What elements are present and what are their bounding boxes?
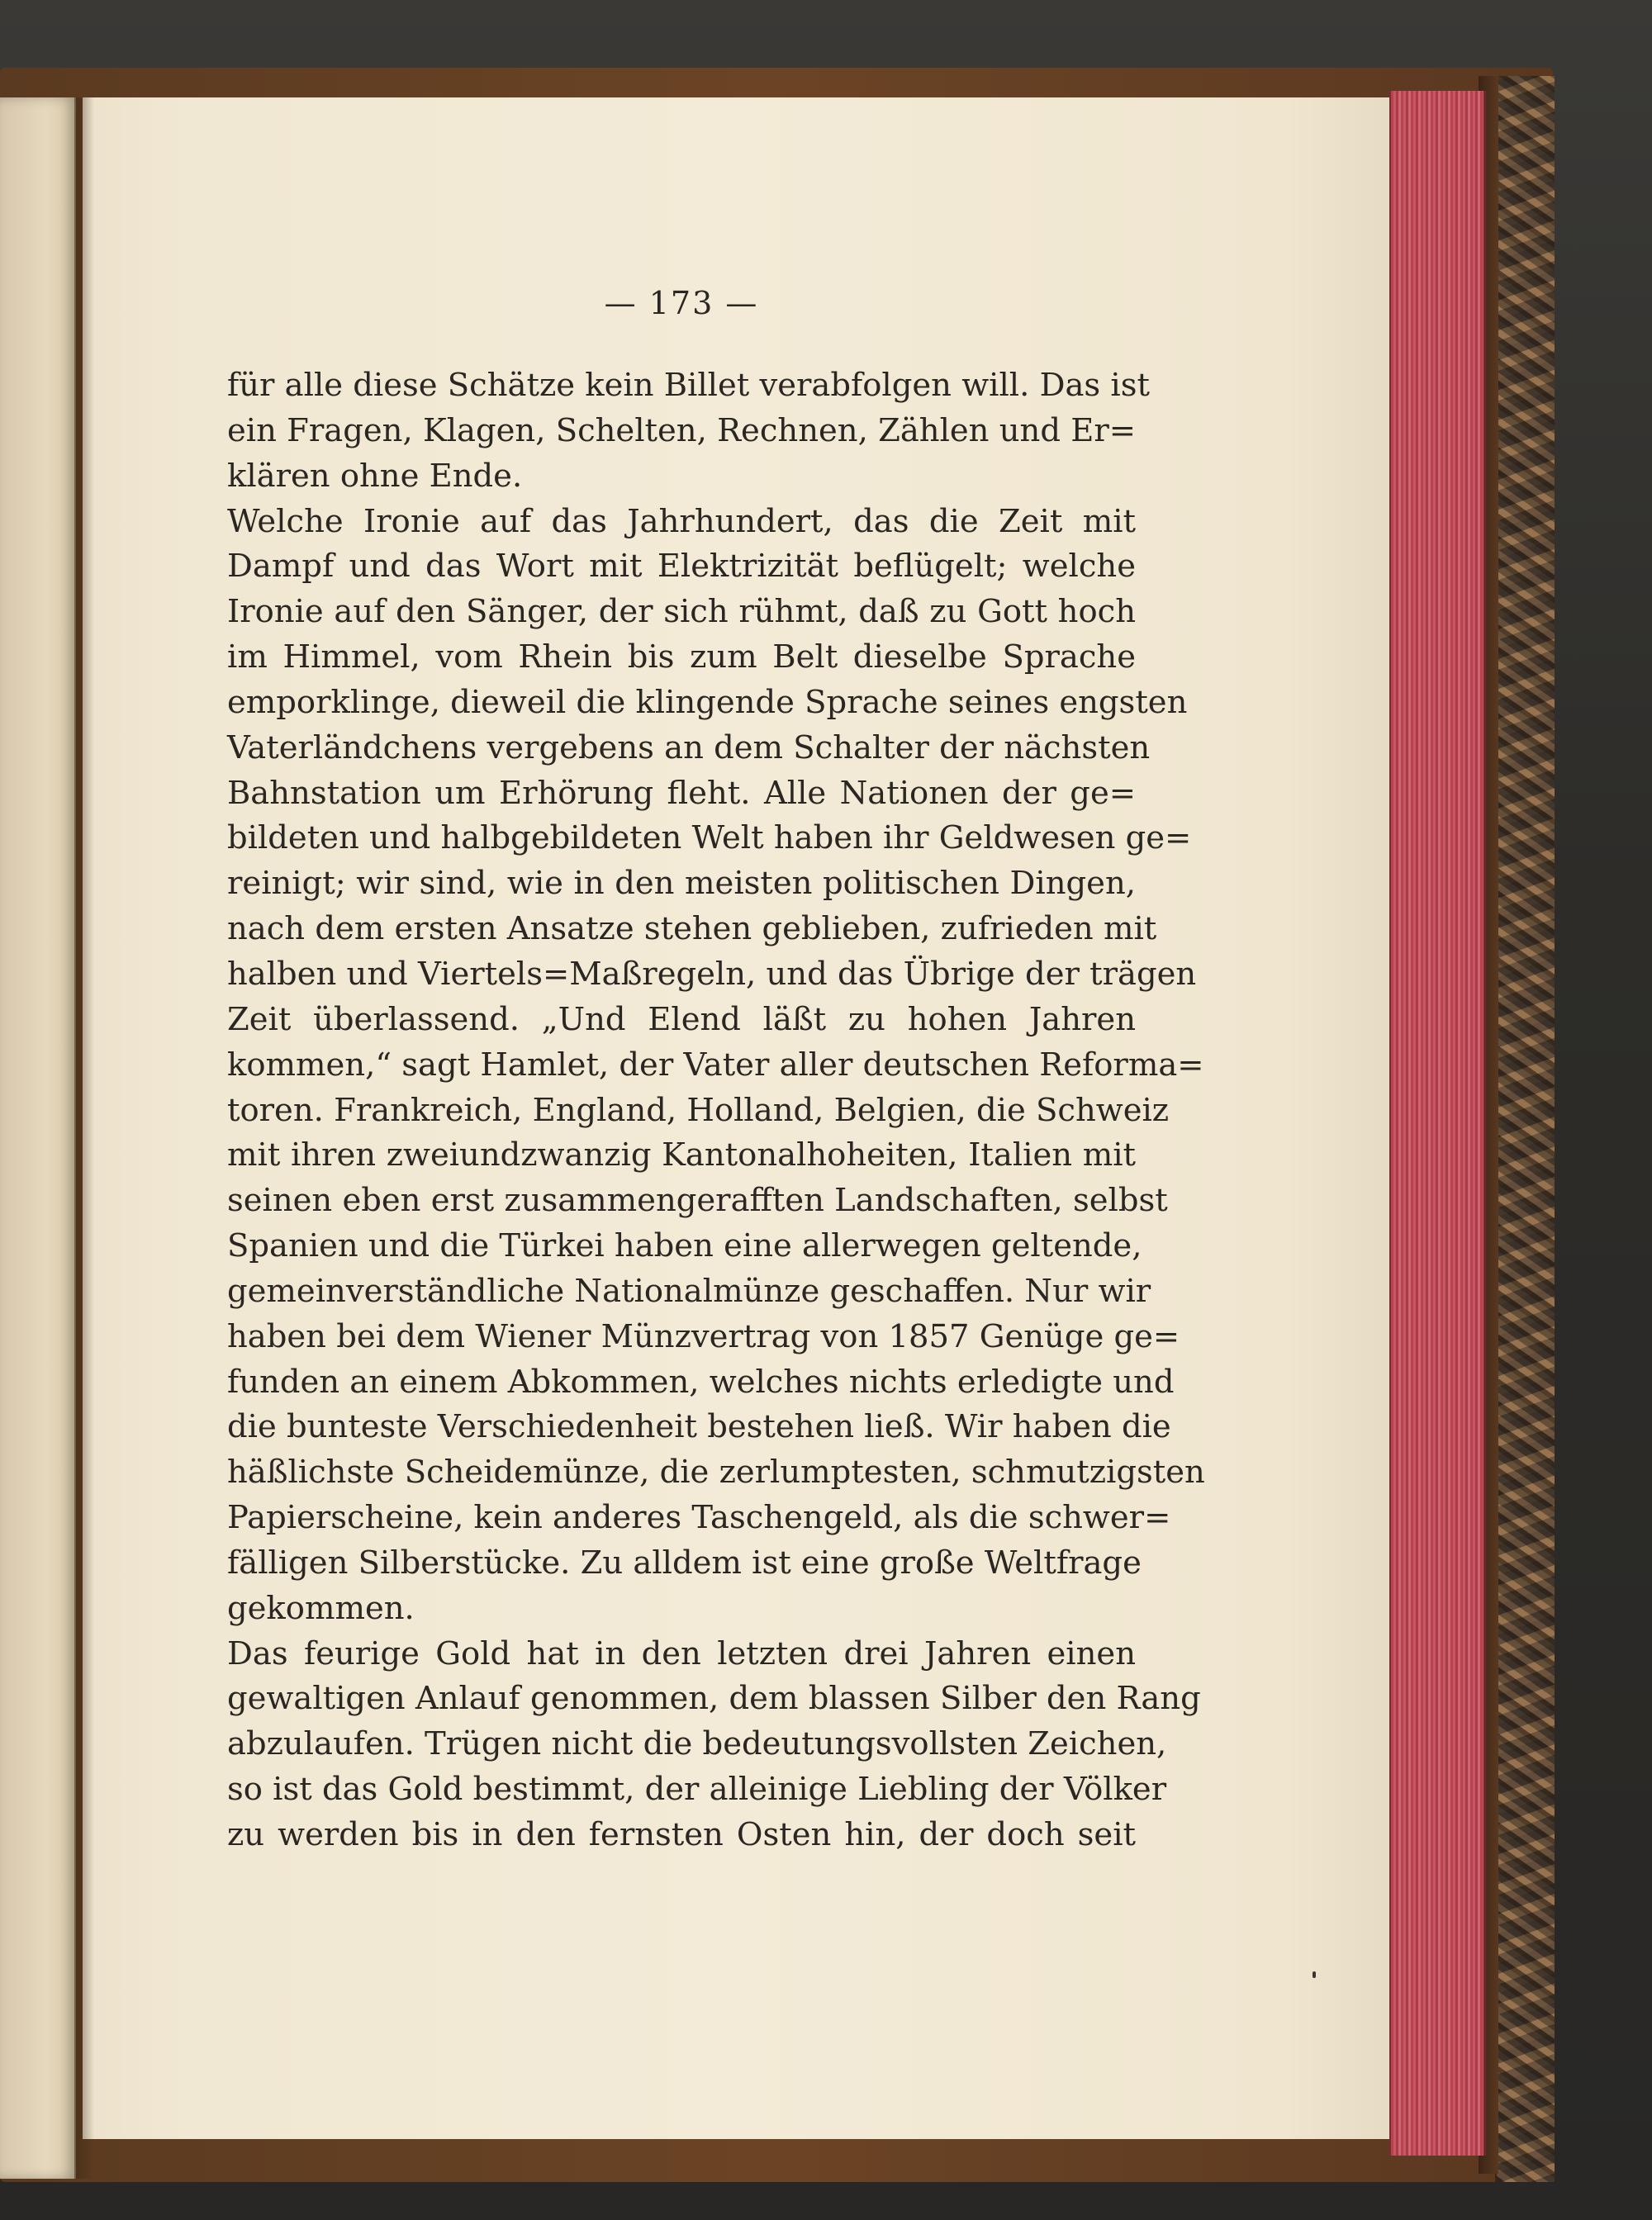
- text-line: nach dem ersten Ansatze stehen geblieben, zufrieden mit: [227, 910, 1157, 948]
- text-line: mit ihren zweiundzwanzig Kantonalhoheiten, Italien mit: [227, 1136, 1136, 1174]
- text-line: Spanien und die Türkei haben eine allerwegen geltende,: [227, 1227, 1142, 1265]
- facing-page-left: [0, 97, 76, 2179]
- text-line: seinen eben erst zusammengerafften Landschaften, selbst: [227, 1182, 1168, 1220]
- gutter-shadow: [74, 97, 94, 2179]
- text-line: bildeten und halbgebildeten Welt haben ihr Geldwesen ge=: [227, 819, 1192, 857]
- text-line: ein Fragen, Klagen, Schelten, Rechnen, Zählen und Er=: [227, 411, 1136, 449]
- text-line: reinigt; wir sind, wie in den meisten politischen Dingen,: [227, 865, 1136, 903]
- text-line: Zeit überlassend. „Und Elend läßt zu hohen Jahren: [227, 1000, 1136, 1038]
- text-line: Dampf und das Wort mit Elektrizität beflügelt; welche: [227, 548, 1136, 586]
- text-line: Papierscheine, kein anderes Taschengeld, als die schwer=: [227, 1499, 1171, 1537]
- text-line: im Himmel, vom Rhein bis zum Belt dieselbe Sprache: [227, 638, 1136, 676]
- text-line: klären ohne Ende.: [227, 457, 523, 495]
- text-line: gewaltigen Anlauf genommen, dem blassen Silber den Rang: [227, 1680, 1201, 1718]
- text-line: Das feurige Gold hat in den letzten drei Jahren einen: [227, 1634, 1136, 1672]
- text-line: gemeinverständliche Nationalmünze geschaffen. Nur wir: [227, 1272, 1151, 1310]
- ink-speck: [1313, 1971, 1316, 1978]
- text-line: halben und Viertels=Maßregeln, und das Übrige der trägen: [227, 955, 1197, 993]
- text-line: toren. Frankreich, England, Holland, Belgien, die Schweiz: [227, 1091, 1170, 1129]
- text-line: so ist das Gold bestimmt, der alleinige Liebling der Völker: [227, 1771, 1167, 1809]
- body-text: [227, 363, 1205, 1858]
- text-line: fälligen Silberstücke. Zu alldem ist eine große Weltfrage: [227, 1544, 1142, 1582]
- red-page-edges: [1389, 91, 1486, 2156]
- text-line: für alle diese Schätze kein Billet verabfolgen will. Das ist: [227, 367, 1150, 404]
- text-line: emporklinge, dieweil die klingende Sprache seines engsten: [227, 683, 1188, 721]
- text-line: die bunteste Verschiedenheit bestehen ließ. Wir haben die: [227, 1408, 1171, 1446]
- text-line: Welche Ironie auf das Jahrhundert, das die Zeit mit: [227, 502, 1136, 540]
- text-line: zu werden bis in den fernsten Osten hin, der doch seit: [227, 1816, 1136, 1853]
- text-line: gekommen.: [227, 1589, 415, 1627]
- text-line: Ironie auf den Sänger, der sich rühmt, daß zu Gott hoch: [227, 593, 1136, 631]
- text-line: haben bei dem Wiener Münzvertrag von 1857 Genüge ge=: [227, 1317, 1180, 1355]
- text-line: häßlichste Scheidemünze, die zerlumptesten, schmutzigsten: [227, 1454, 1205, 1492]
- text-line: abzulaufen. Trügen nicht die bedeutungsvollsten Zeichen,: [227, 1725, 1167, 1763]
- page-number: — 173 —: [604, 285, 759, 321]
- text-line: kommen,“ sagt Hamlet, der Vater aller deutschen Reforma=: [227, 1046, 1204, 1084]
- text-line: Bahnstation um Erhörung fleht. Alle Nationen der ge=: [227, 774, 1136, 812]
- text-line: funden an einem Abkommen, welches nichts erledigte und: [227, 1363, 1175, 1401]
- text-line: Vaterländchens vergebens an dem Schalter der nächsten: [227, 728, 1151, 766]
- marbled-board-edge: [1495, 76, 1555, 2182]
